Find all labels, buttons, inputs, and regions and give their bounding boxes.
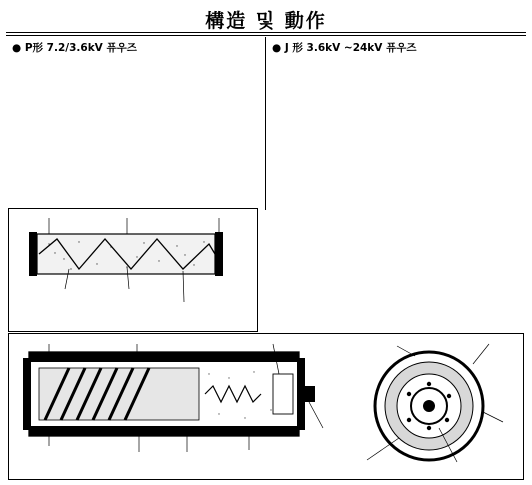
fuse-a-right-cap [215, 232, 223, 276]
cross-section-center [423, 400, 435, 412]
fuse-b-indicator-housing [273, 374, 293, 414]
title-rule-bottom [6, 35, 526, 36]
fuse-a-left-cap [29, 232, 37, 276]
fuse-a-body [37, 234, 215, 274]
figure-b-frame [8, 333, 524, 480]
left-section-body [10, 54, 258, 210]
title-rule-top [6, 32, 526, 33]
fuse-b-top-band [29, 352, 299, 362]
right-section-heading: ● J 形 3.6kV ~24kV 퓨우즈 [272, 42, 417, 54]
fuse-b-bottom-band [29, 426, 299, 436]
figure-a-diagram [9, 209, 257, 331]
figure-a-frame [8, 208, 258, 332]
fuse-b-indicator-pin [301, 386, 315, 402]
page-title: 構造 및 動作 [205, 10, 327, 32]
figure-c-diagram [339, 334, 523, 479]
right-section-body [270, 54, 523, 266]
column-divider [265, 37, 266, 210]
fuse-b-left-cap [23, 358, 31, 430]
left-section-heading: ● P形 7.2/3.6kV 퓨우즈 [12, 42, 137, 54]
